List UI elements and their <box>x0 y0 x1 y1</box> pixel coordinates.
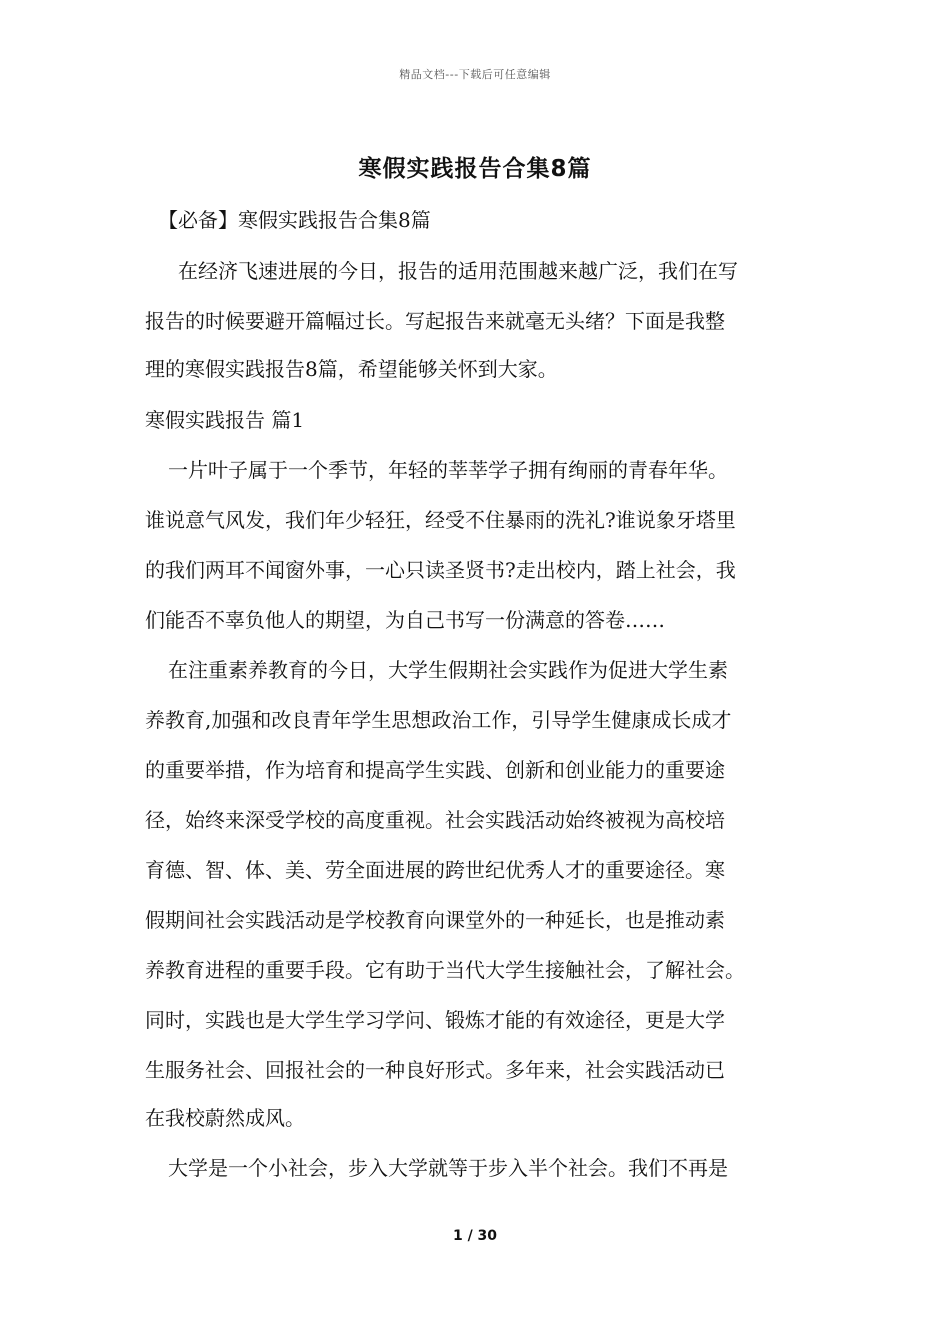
paragraph-line: 养教育,加强和改良青年学生思想政治工作，引导学生健康成长成才 <box>145 708 732 732</box>
document-title: 寒假实践报告合集8篇 <box>358 156 592 182</box>
paragraph-line: 径，始终来深受学校的高度重视。社会实践活动始终被视为高校培 <box>145 808 725 832</box>
paragraph-line: 在注重素养教育的今日，大学生假期社会实践作为促进大学生素 <box>168 658 728 682</box>
paragraph-line: 育德、智、体、美、劳全面进展的跨世纪优秀人才的重要途径。寒 <box>145 858 725 882</box>
paragraph-line: 同时，实践也是大学生学习学问、锻炼才能的有效途径，更是大学 <box>145 1008 725 1032</box>
paragraph-line: 报告的时候要避开篇幅过长。写起报告来就毫无头绪？下面是我整 <box>145 309 725 333</box>
paragraph-line: 们能否不辜负他人的期望，为自己书写一份满意的答卷…… <box>145 608 665 632</box>
paragraph-line: 一片叶子属于一个季节，年轻的莘莘学子拥有绚丽的青春年华。 <box>168 458 728 482</box>
subtitle-line: 【必备】寒假实践报告合集8篇 <box>158 208 431 232</box>
paragraph-line: 的我们两耳不闻窗外事，一心只读圣贤书?走出校内，踏上社会，我 <box>145 558 736 582</box>
paragraph-line: 假期间社会实践活动是学校教育向课堂外的一种延长，也是推动素 <box>145 908 725 932</box>
paragraph-line: 生服务社会、回报社会的一种良好形式。多年来，社会实践活动已 <box>145 1058 725 1082</box>
paragraph-line: 大学是一个小社会，步入大学就等于步入半个社会。我们不再是 <box>168 1156 728 1180</box>
page-number: 1 / 30 <box>452 1228 498 1244</box>
section-heading: 寒假实践报告 篇1 <box>145 408 305 432</box>
page-header: 精品文档---下载后可任意编辑 <box>399 68 551 81</box>
paragraph-line: 养教育进程的重要手段。它有助于当代大学生接触社会，了解社会。 <box>145 958 745 982</box>
paragraph-line: 理的寒假实践报告8篇，希望能够关怀到大家。 <box>145 357 558 381</box>
paragraph-line: 在我校蔚然成风。 <box>145 1106 305 1130</box>
paragraph-line: 在经济飞速进展的今日，报告的适用范围越来越广泛，我们在写 <box>178 259 738 283</box>
paragraph-line: 的重要举措，作为培育和提高学生实践、创新和创业能力的重要途 <box>145 758 725 782</box>
paragraph-line: 谁说意气风发，我们年少轻狂，经受不住暴雨的洗礼?谁说象牙塔里 <box>145 508 736 532</box>
